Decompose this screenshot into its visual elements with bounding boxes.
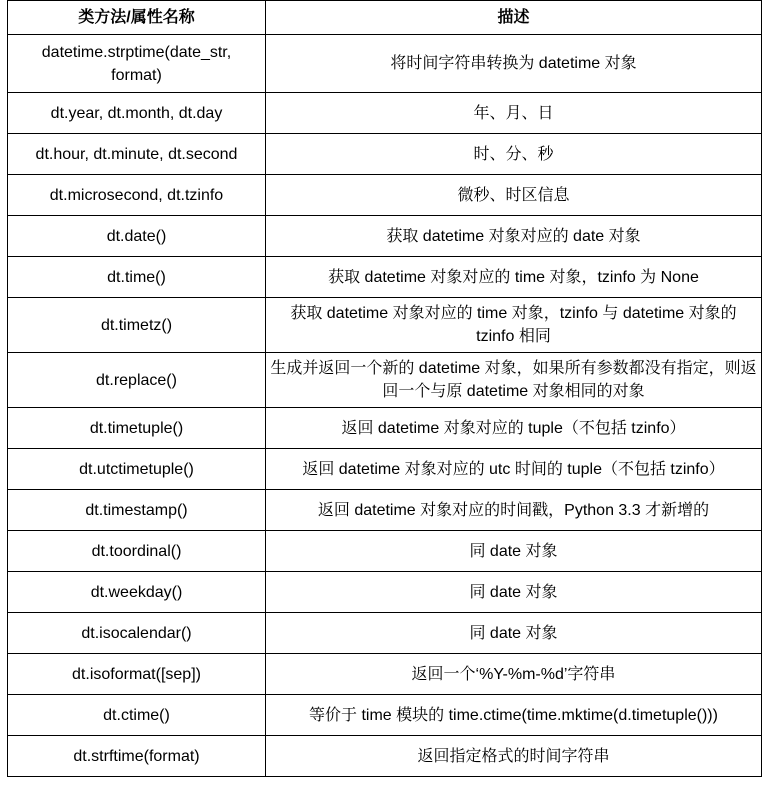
table-row <box>8 449 762 490</box>
method-description: 返回 datetime 对象对应的 utc 时间的 tuple（不包括 tzinfo） <box>266 449 762 490</box>
method-name: dt.date() <box>8 216 266 257</box>
method-description: 返回指定格式的时间字符串 <box>266 736 762 777</box>
method-name: dt.replace() <box>8 353 266 408</box>
method-description: 等价于 time 模块的 time.ctime(time.mktime(d.timetuple())) <box>266 695 762 736</box>
method-description: 获取 datetime 对象对应的 time 对象，tzinfo 与 datetime 对象的 tzinfo 相同 <box>266 298 762 353</box>
method-description: 返回 datetime 对象对应的 tuple（不包括 tzinfo） <box>266 408 762 449</box>
method-name: dt.toordinal() <box>8 531 266 572</box>
table-row <box>8 35 762 93</box>
table-row <box>8 408 762 449</box>
method-description: 将时间字符串转换为 datetime 对象 <box>266 35 762 93</box>
table-row <box>8 216 762 257</box>
header-method-name: 类方法/属性名称 <box>8 1 266 35</box>
method-name: dt.timetuple() <box>8 408 266 449</box>
method-name: dt.microsecond, dt.tzinfo <box>8 175 266 216</box>
table-row <box>8 654 762 695</box>
table-row <box>8 93 762 134</box>
method-name: dt.strftime(format) <box>8 736 266 777</box>
method-description: 时、分、秒 <box>266 134 762 175</box>
table-row <box>8 736 762 777</box>
method-name: dt.utctimetuple() <box>8 449 266 490</box>
header-description: 描述 <box>266 1 762 35</box>
method-description: 同 date 对象 <box>266 572 762 613</box>
table-row <box>8 257 762 298</box>
table-row <box>8 134 762 175</box>
method-name: dt.year, dt.month, dt.day <box>8 93 266 134</box>
method-description: 微秒、时区信息 <box>266 175 762 216</box>
method-description: 返回 datetime 对象对应的时间戳，Python 3.3 才新增的 <box>266 490 762 531</box>
method-description: 同 date 对象 <box>266 531 762 572</box>
table-row <box>8 531 762 572</box>
method-description: 生成并返回一个新的 datetime 对象，如果所有参数都没有指定，则返回一个与原 datetime 对象相同的对象 <box>266 353 762 408</box>
method-description: 获取 datetime 对象对应的 date 对象 <box>266 216 762 257</box>
method-name: dt.ctime() <box>8 695 266 736</box>
table-row <box>8 490 762 531</box>
method-name: dt.weekday() <box>8 572 266 613</box>
method-name: dt.isocalendar() <box>8 613 266 654</box>
method-name: dt.timetz() <box>8 298 266 353</box>
table-row <box>8 695 762 736</box>
table-header-row <box>8 1 762 35</box>
table-row <box>8 353 762 408</box>
table-row <box>8 572 762 613</box>
table-row <box>8 175 762 216</box>
method-name: dt.isoformat([sep]) <box>8 654 266 695</box>
method-description: 返回一个‘%Y-%m-%d’字符串 <box>266 654 762 695</box>
method-name: dt.hour, dt.minute, dt.second <box>8 134 266 175</box>
method-name: datetime.strptime(date_str, format) <box>8 35 266 93</box>
method-description: 获取 datetime 对象对应的 time 对象，tzinfo 为 None <box>266 257 762 298</box>
datetime-methods-table <box>7 0 762 777</box>
method-name: dt.timestamp() <box>8 490 266 531</box>
table-row <box>8 613 762 654</box>
table-row <box>8 298 762 353</box>
method-name: dt.time() <box>8 257 266 298</box>
method-description: 同 date 对象 <box>266 613 762 654</box>
method-description: 年、月、日 <box>266 93 762 134</box>
